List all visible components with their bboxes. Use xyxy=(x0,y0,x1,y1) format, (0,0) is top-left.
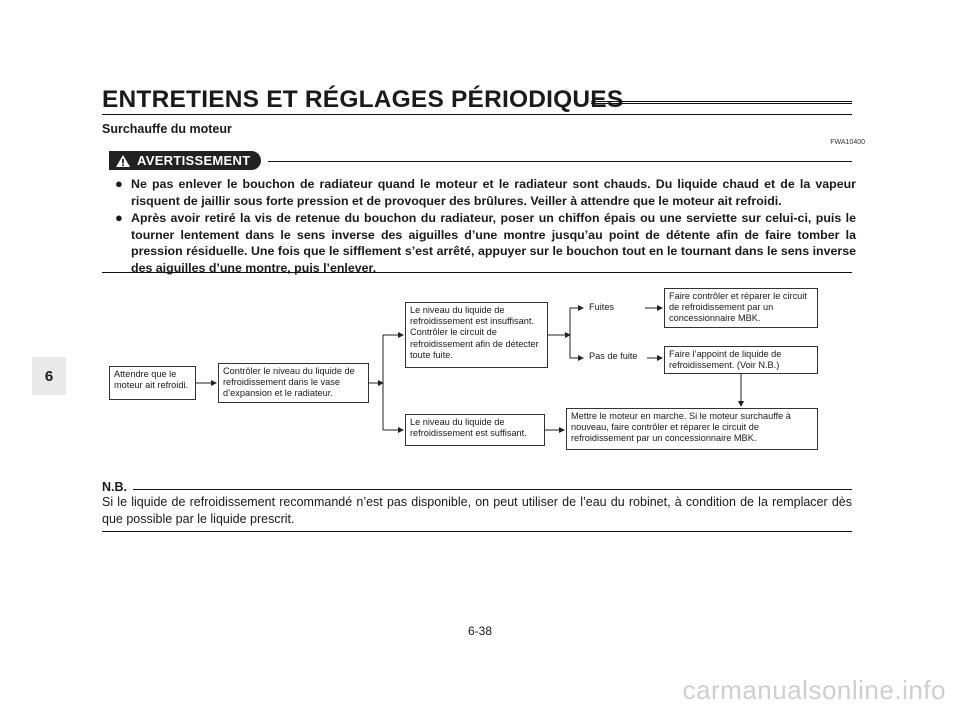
warning-label: AVERTISSEMENT xyxy=(137,153,251,168)
flow-box-check: Contrôler le niveau du liquide de refroidissement dans le vase d’expansion et le radiateur. xyxy=(218,363,369,403)
watermark: carmanualsonline.info xyxy=(682,675,946,705)
note-rule xyxy=(133,489,852,490)
warning-item-text: Ne pas enlever le bouchon de radiateur quand le moteur et le radiateur sont chauds. Du liquide chaud et de la vapeur risquent de jaillir sous forte pression et de provoquer des brûlures. Veiller à attendre que le moteur ait refroidi. xyxy=(131,177,856,208)
flow-box-low: Le niveau du liquide de refroidissement est insuffisant. Contrôler le circuit de refroidissement afin de détecter toute fuite. xyxy=(405,302,548,368)
flow-box-ok: Le niveau du liquide de refroidissement est suffisant. xyxy=(405,414,545,446)
flow-box-leaks: Fuites xyxy=(585,301,645,316)
page-title: ENTRETIENS ET RÉGLAGES PÉRIODIQUES xyxy=(102,86,624,113)
warning-item-text: Après avoir retiré la vis de retenue du bouchon du radiateur, poser un chiffon épais ou une serviette sur celui-ci, puis le tourner lentement dans le sens inverse des aiguilles d’une montre jusqu’au point de détente afin de faire tomber la pression résiduelle. Une fois que le sifflement s’est arrêté, appuyer sur le bouchon tout en le tournant dans le sens inverse des aiguilles d’une montre, puis l’enlever. xyxy=(131,211,856,275)
note-end-rule xyxy=(102,531,852,532)
section-title: Surchauffe du moteur xyxy=(102,122,232,136)
warning-code: FWA10400 xyxy=(830,139,865,146)
flow-box-repair: Faire contrôler et réparer le circuit de refroidissement par un concessionnaire MBK. xyxy=(664,288,818,328)
page-number: 6-38 xyxy=(467,624,493,638)
bullet-icon: ● xyxy=(115,210,123,225)
flow-box-start: Attendre que le moteur ait refroidi. xyxy=(109,366,196,400)
bullet-icon: ● xyxy=(115,176,123,191)
flow-box-no-leak: Pas de fuite xyxy=(585,350,647,365)
note-label: N.B. xyxy=(102,480,127,494)
flow-box-restart: Mettre le moteur en marche. Si le moteur surchauffe à nouveau, faire contrôler et réparer le circuit de refroidissement par un concessionnaire MBK. xyxy=(566,408,818,450)
note-text: Si le liquide de refroidissement recommandé n’est pas disponible, on peut utiliser de l’eau du robinet, à condition de la remplacer dès que possible par le liquide prescrit. xyxy=(102,495,852,526)
flow-box-top-up: Faire l’appoint de liquide de refroidissement. (Voir N.B.) xyxy=(664,346,818,374)
chapter-tab: 6 xyxy=(32,357,66,395)
